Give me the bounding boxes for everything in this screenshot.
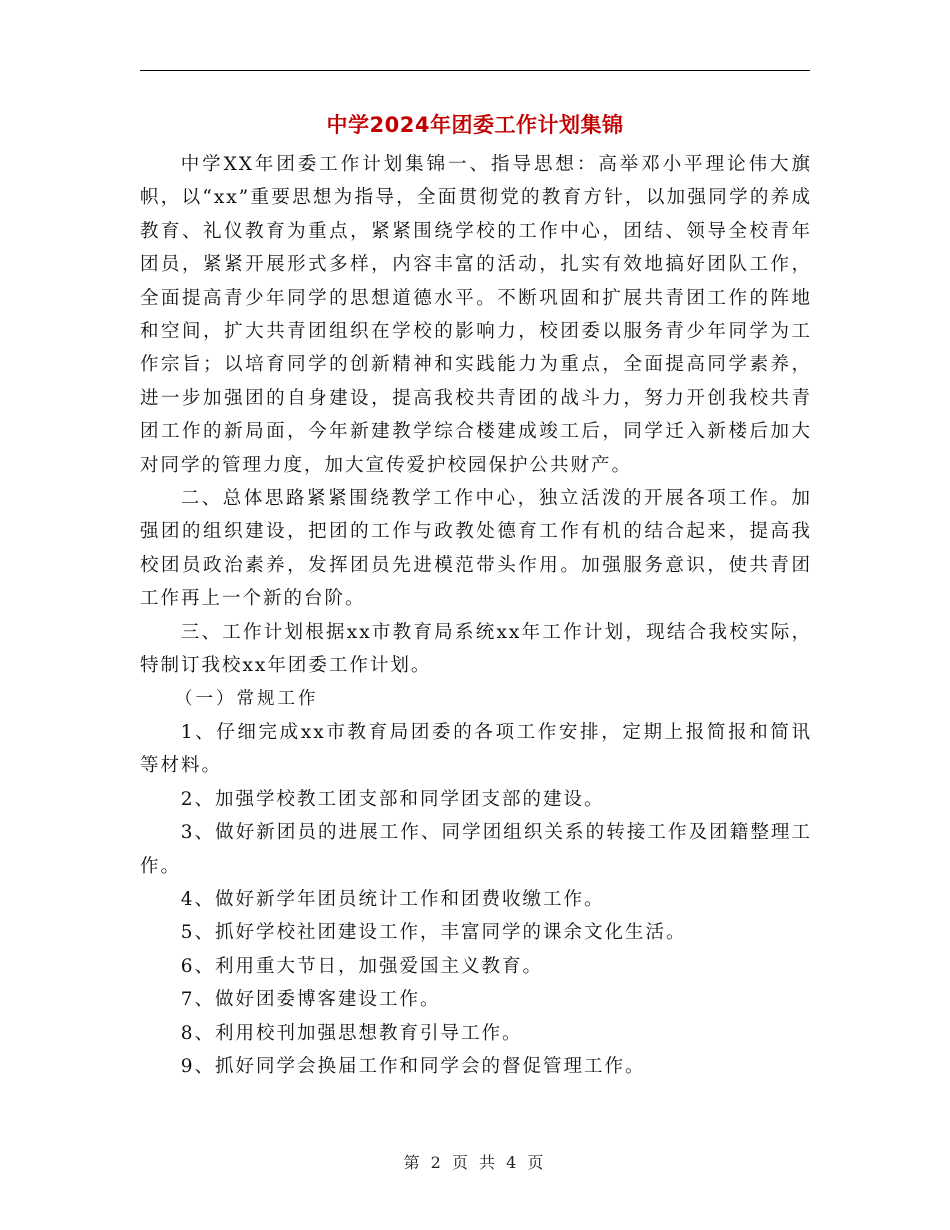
list-item: 4、做好新学年团员统计工作和团费收缴工作。 xyxy=(180,888,605,910)
subheading-routine-work: （一）常规工作 xyxy=(175,688,319,709)
header-rule xyxy=(140,70,810,71)
page-footer: 第 2 页 共 4 页 xyxy=(403,1153,547,1172)
list-item: 7、做好团委博客建设工作。 xyxy=(180,989,441,1011)
list-item: 9、抓好同学会换届工作和同学会的督促管理工作。 xyxy=(180,1055,646,1077)
paragraph-work-plan: 三、工作计划根据xx市教育局系统xx年工作计划，现结合我校实际，特制订我校xx年团委工作计划。 xyxy=(140,621,812,677)
list-item: 6、利用重大节日，加强爱国主义教育。 xyxy=(180,955,543,977)
paragraph-overall-idea: 二、总体思路紧紧围绕教学工作中心，独立活泼的开展各项工作。加强团的组织建设，把团的工作与政教处德育工作有机的结合起来，提高我校团员政治素养，发挥团员先进模范带头作用。加强服务意识，使共青团工作再上一个新的台阶。 xyxy=(140,488,812,610)
list-item: 5、抓好学校社团建设工作，丰富同学的课余文化生活。 xyxy=(180,922,687,944)
list-item: 2、加强学校教工团支部和同学团支部的建设。 xyxy=(180,788,605,810)
paragraph-guiding-thought: 中学XX年团委工作计划集锦一、指导思想：高举邓小平理论伟大旗帜，以“xx”重要思想为指导，全面贯彻党的教育方针，以加强同学的养成教育、礼仪教育为重点，紧紧围绕学校的工作中心，团结、领导全校青年团员，紧紧开展形式多样，内容丰富的活动，扎实有效地搞好团队工作，全面提高青少年同学的思想道德水平。不断巩固和扩展共青团工作的阵地和空间，扩大共青团组织在学校的影响力，校团委以服务青少年同学为工作宗旨；以培育同学的创新精神和实践能力为重点，全面提高同学素养，进一步加强团的自身建设，提高我校共青团的战斗力，努力开创我校共青团工作的新局面，今年新建教学综合楼建成竣工后，同学迁入新楼后加大对同学的管理力度，加大宣传爱护校园保护公共财产。 xyxy=(140,154,812,476)
list-item: 8、利用校刊加强思想教育引导工作。 xyxy=(180,1022,523,1044)
list-item: 1、仔细完成xx市教育局团委的各项工作安排，定期上报简报和简讯等材料。 xyxy=(140,721,812,777)
list-item: 3、做好新团员的进展工作、同学团组织关系的转接工作及团籍整理工作。 xyxy=(140,822,812,877)
document-title: 中学2024年团委工作计划集锦 xyxy=(326,113,624,137)
document-body xyxy=(140,148,812,1083)
